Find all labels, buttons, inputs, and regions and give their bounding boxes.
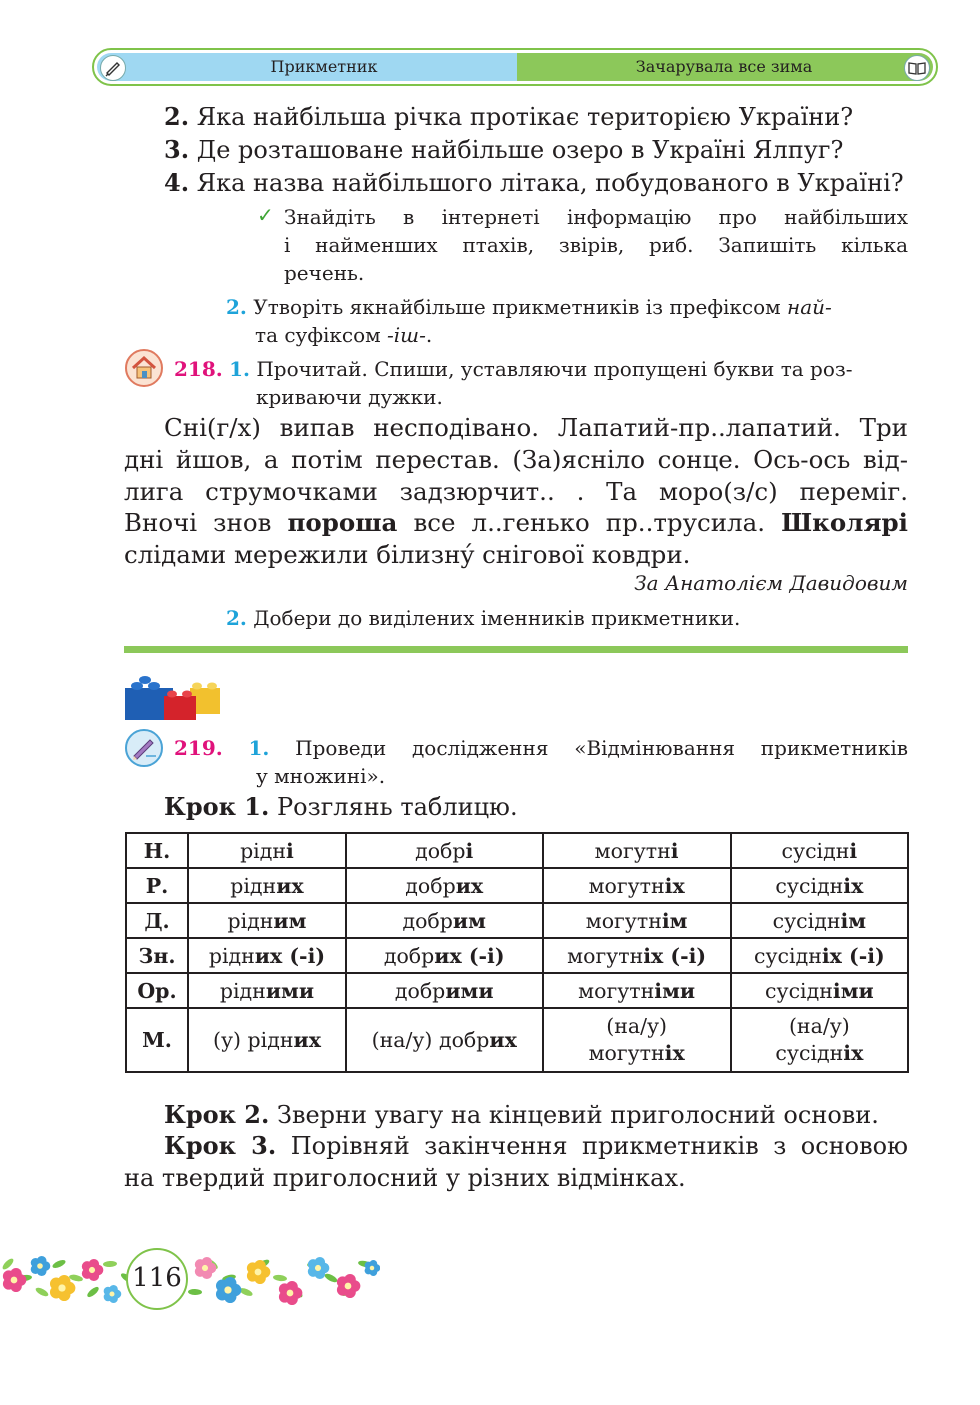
table-row	[126, 868, 908, 903]
table-row	[126, 1008, 908, 1072]
table-row	[126, 938, 908, 973]
step-2: Крок 2. Зверни увагу на кінцевий приголосний основи.	[164, 1100, 879, 1129]
table-cell: (на/у) сусідніх	[731, 1008, 908, 1072]
step-1: Крок 1. Розглянь таблицю.	[164, 792, 518, 821]
table-cell: сусідніх	[731, 868, 908, 903]
header-section-title: Прикметник	[270, 57, 378, 76]
table-cell: добрі	[346, 833, 543, 868]
table-cell: сусідні	[731, 833, 908, 868]
table-cell: добрих (-і)	[346, 938, 543, 973]
table-cell: рідні	[188, 833, 346, 868]
book-icon	[904, 55, 930, 81]
task-2-prefix-suffix: 2. Утворіть якнайбільше прикметників із префіксом най- та суфіксом -іш-.	[226, 295, 832, 347]
exercise-218-text: Сні(г/х) випав несподівано. Лапатий-пр..лапатий. Три дні йшов, а потім перестав. (За)ясніло сонце. Ось-ось від- лига струмочками задзюрчит.. . Та моро(з/с) переміг. Вночі знов пороша все л..генько пр..трусила. Школярі слідами мережили білизнý снігової ковдри.	[124, 413, 908, 570]
case-label: Зн.	[126, 938, 188, 973]
case-label: Ор.	[126, 973, 188, 1008]
table-cell: могутніх	[543, 868, 731, 903]
page-number: 116	[126, 1248, 188, 1310]
exercise-219-instruction: 219. 1. Проведи дослідження «Відмінювання прикметників у множині».	[174, 736, 909, 788]
table-cell: (у) рідних	[188, 1008, 346, 1072]
table-cell: могутні	[543, 833, 731, 868]
table-row	[126, 833, 908, 868]
text-author: За Анатолієм Давидовим	[634, 571, 908, 595]
step-3: Крок 3. Порівняй закінчення прикметників з основою на твердий приголосний у різних відмінках.	[124, 1131, 908, 1192]
floral-decoration	[0, 1238, 380, 1318]
case-label: Р.	[126, 868, 188, 903]
question-2: 2. Яка найбільша річка протікає територією України?	[164, 102, 854, 131]
table-cell: добрими	[346, 973, 543, 1008]
running-header	[92, 48, 938, 86]
table-cell: сусідніми	[731, 973, 908, 1008]
check-task-text: Знайдіть в інтернеті інформацію про найбільших і найменших птахів, звірів, риб. Запишіть кілька речень.	[284, 205, 908, 285]
table-row	[126, 973, 908, 1008]
exercise-218-task-2: 2. Добери до виділених іменників прикметники.	[226, 606, 741, 630]
table-row	[126, 903, 908, 938]
declension-table	[125, 832, 909, 1073]
table-cell: рідними	[188, 973, 346, 1008]
section-divider	[124, 646, 908, 653]
table-cell: могутніми	[543, 973, 731, 1008]
table-cell: сусіднім	[731, 903, 908, 938]
table-cell: могутніх (-і)	[543, 938, 731, 973]
table-cell: сусідніх (-і)	[731, 938, 908, 973]
table-cell: рідним	[188, 903, 346, 938]
pen-icon	[100, 55, 126, 81]
header-topic-title: Зачарувала все зима	[635, 57, 813, 76]
question-3: 3. Де розташоване найбільше озеро в Україні Ялпуг?	[164, 135, 844, 164]
checkmark-icon: ✓	[257, 203, 274, 227]
table-cell: рідних (-і)	[188, 938, 346, 973]
table-cell: (на/у) добрих	[346, 1008, 543, 1072]
question-4: 4. Яка назва найбільшого літака, побудованого в Україні?	[164, 168, 904, 197]
case-label: М.	[126, 1008, 188, 1072]
table-cell: добрим	[346, 903, 543, 938]
table-cell: (на/у) могутніх	[543, 1008, 731, 1072]
case-label: Н.	[126, 833, 188, 868]
exercise-218-instruction: 218. 1. Прочитай. Спиши, уставляючи пропущені букви та роз- криваючи дужки.	[174, 357, 853, 409]
pen-icon	[124, 728, 164, 768]
table-cell: могутнім	[543, 903, 731, 938]
case-label: Д.	[126, 903, 188, 938]
lego-blocks-icon	[124, 674, 222, 722]
house-icon	[124, 348, 164, 388]
table-cell: рідних	[188, 868, 346, 903]
table-cell: добрих	[346, 868, 543, 903]
